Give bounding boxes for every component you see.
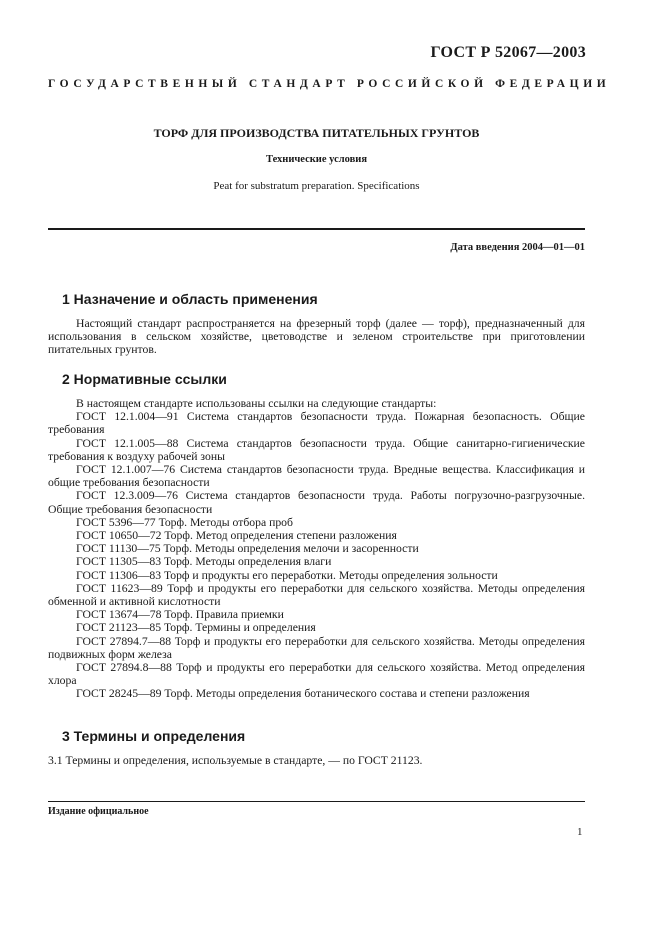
document-title: ТОРФ ДЛЯ ПРОИЗВОДСТВА ПИТАТЕЛЬНЫХ ГРУНТОВ — [153, 126, 480, 140]
edition-label: Издание официальное — [48, 806, 149, 817]
footer-divider — [48, 801, 585, 802]
document-subtitle: Технические условия — [265, 154, 368, 165]
section-1-paragraph: Настоящий стандарт распространяется на фрезерный торф (далее — торф), предназначенный для использования в сельском хозяйстве, цветоводстве и зеленом строительстве при приготовлении питательных грунтов. — [48, 317, 585, 357]
state-standard-heading: ГОСУДАРСТВЕННЫЙ СТАНДАРТ РОССИЙСКОЙ ФЕДЕРАЦИИ — [48, 78, 611, 90]
references-intro: В настоящем стандарте использованы ссылки на следующие стандарты: — [76, 397, 437, 410]
section-3-heading: 3 Термины и определения — [62, 728, 246, 744]
reference-item: ГОСТ 13674—78 Торф. Правила приемки — [76, 608, 284, 622]
reference-item: ГОСТ 12.1.004—91 Система стандартов безопасности труда. Пожарная безопасность. Общие требования — [48, 410, 585, 437]
section-3-paragraph: 3.1 Термины и определения, используемые в стандарте, — по ГОСТ 21123. — [48, 754, 423, 767]
reference-item: ГОСТ 28245—89 Торф. Методы определения ботанического состава и степени разложения — [76, 687, 530, 701]
reference-item: ГОСТ 12.1.005—88 Система стандартов безопасности труда. Общие санитарно-гигиенические требования к воздуху рабочей зоны — [48, 436, 585, 463]
section-1-heading: 1 Назначение и область применения — [62, 291, 318, 307]
gost-number: ГОСТ Р 52067—2003 — [430, 44, 586, 61]
section-1-body — [48, 317, 585, 357]
reference-item: ГОСТ 27894.7—88 Торф и продукты его переработки для сельского хозяйства. Методы определения подвижных форм железа — [48, 634, 585, 661]
english-title: Peat for substratum preparation. Specifications — [213, 180, 420, 192]
page-number: 1 — [577, 826, 583, 838]
reference-item: ГОСТ 11306—83 Торф и продукты его переработки. Методы определения зольности — [76, 568, 498, 582]
reference-item: ГОСТ 27894.8—88 Торф и продукты его переработки для сельского хозяйства. Метод определения хлора — [48, 661, 585, 688]
reference-item: ГОСТ 5396—77 Торф. Методы отбора проб — [76, 515, 293, 529]
reference-item: ГОСТ 11305—83 Торф. Методы определения влаги — [76, 555, 332, 569]
reference-item: ГОСТ 12.3.009—76 Система стандартов безопасности труда. Работы погрузочно-разгрузочные. Общие требования безопасности — [48, 489, 585, 516]
title-divider — [48, 228, 585, 230]
reference-item: ГОСТ 11623—89 Торф и продукты его переработки для сельского хозяйства. Методы определения обменной и активной кислотности — [48, 581, 585, 609]
section-2-body — [48, 397, 585, 701]
reference-item: ГОСТ 21123—85 Торф. Термины и определения — [76, 621, 316, 635]
reference-item: ГОСТ 12.1.007—76 Система стандартов безопасности труда. Вредные вещества. Классификация и общие требования безопасности — [48, 463, 585, 490]
reference-item: ГОСТ 10650—72 Торф. Метод определения степени разложения — [76, 529, 397, 543]
intro-date: Дата введения 2004—01—01 — [450, 242, 585, 253]
section-3-body — [48, 754, 585, 767]
reference-item: ГОСТ 11130—75 Торф. Методы определения мелочи и засоренности — [76, 542, 419, 556]
section-2-heading: 2 Нормативные ссылки — [62, 371, 227, 387]
